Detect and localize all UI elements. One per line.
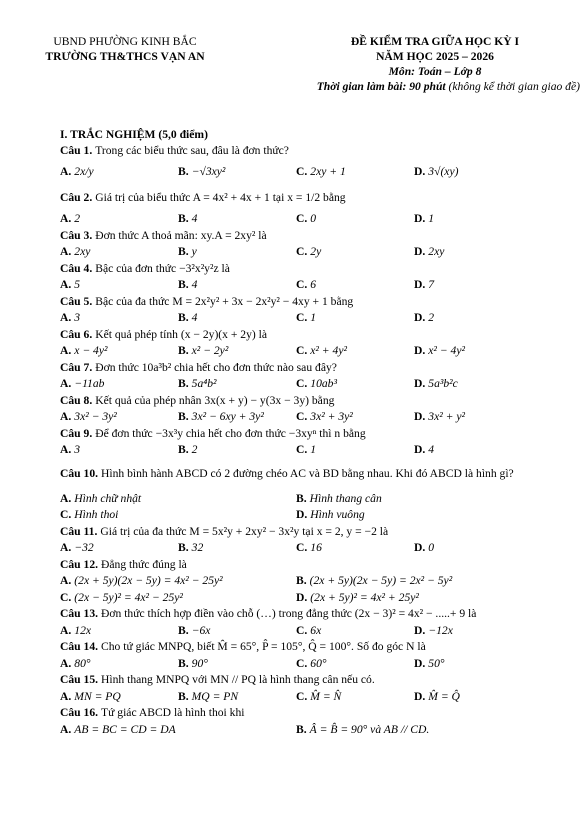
option-text: −6x [191, 623, 211, 637]
question-stem [60, 326, 575, 343]
option-letter: D. [414, 541, 426, 555]
answer-option[interactable] [60, 377, 178, 390]
question-stem [60, 639, 575, 656]
option-letter: A. [60, 722, 72, 736]
option-letter: B. [178, 377, 189, 391]
answer-option[interactable] [60, 492, 296, 505]
option-letter: A. [60, 491, 72, 505]
option-letter: D. [414, 443, 426, 457]
answer-option[interactable] [414, 443, 532, 456]
option-letter: B. [296, 574, 307, 588]
option-text: 4 [191, 278, 198, 292]
option-letter: A. [60, 574, 72, 588]
question-stem [60, 425, 575, 442]
option-letter: A. [60, 410, 72, 424]
question-stem [60, 606, 575, 623]
option-text: 6 [310, 278, 317, 292]
option-text: x² − 2y² [191, 344, 229, 358]
question-text: Đơn thức thích hợp điền vào chỗ (…) trong đẳng thức (2x − 3)² = 4x² − .....+ 9 là [101, 607, 477, 621]
question-stem [60, 556, 575, 573]
option-letter: C. [296, 443, 308, 457]
answer-options [60, 442, 575, 459]
question-number: Câu 2. [60, 191, 93, 204]
question-text: Giá trị của đa thức M = 5x²y + 2xy² − 3x²y tại x = 2, y = −2 là [100, 524, 389, 538]
option-text: −√3xy² [191, 165, 226, 178]
option-letter: C. [296, 311, 308, 325]
answer-option[interactable] [414, 410, 532, 423]
option-text: 2xy [74, 245, 91, 259]
option-text: Hình chữ nhật [74, 491, 142, 505]
answer-option[interactable] [60, 690, 178, 703]
answer-options [60, 507, 575, 524]
option-letter: B. [178, 689, 189, 703]
option-letter: A. [60, 165, 72, 178]
option-letter: C. [296, 410, 308, 424]
answer-option[interactable] [414, 377, 532, 390]
answer-option[interactable] [60, 278, 178, 291]
answer-option[interactable] [60, 410, 178, 423]
question-number: Câu 10. [60, 467, 99, 480]
subject: Môn: Toán – Lớp 8 [388, 65, 482, 78]
answer-option[interactable] [414, 541, 532, 554]
option-text: (2x + 5y)(2x − 5y) = 4x² − 25y² [74, 574, 223, 588]
option-text: 90° [191, 656, 208, 670]
question-number: Câu 9. [60, 426, 93, 440]
question-stem [60, 142, 575, 159]
answer-option[interactable] [178, 657, 296, 670]
option-text: 3 [74, 443, 81, 457]
option-text: MQ = PN [191, 689, 239, 703]
option-letter: A. [60, 245, 72, 259]
question-stem [60, 185, 575, 211]
option-letter: B. [178, 344, 189, 358]
option-text: AB = BC = CD = DA [74, 722, 176, 736]
option-letter: A. [60, 212, 72, 226]
answer-options [60, 589, 575, 606]
option-letter: D. [414, 623, 426, 637]
answer-options [60, 622, 575, 639]
option-letter: B. [296, 722, 307, 736]
option-text: x − 4y² [74, 344, 108, 358]
option-letter: D. [414, 656, 426, 670]
option-letter: C. [296, 212, 308, 226]
option-letter: B. [178, 165, 189, 178]
option-text: 4 [428, 443, 435, 457]
question-number: Câu 12. [60, 557, 99, 571]
answer-option[interactable] [60, 624, 178, 637]
option-letter: B. [178, 278, 189, 292]
option-letter: C. [60, 590, 72, 604]
answer-option[interactable] [60, 344, 178, 357]
option-text: 7 [428, 278, 435, 292]
answer-options [60, 688, 575, 705]
exam-title: ĐỀ KIỂM TRA GIỮA HỌC KỲ I [350, 35, 520, 48]
answer-option[interactable] [296, 377, 414, 390]
question-text: Hình bình hành ABCD có 2 đường chéo AC và BD bằng nhau. Khi đó ABCD là hình gì? [101, 467, 514, 480]
option-text: 3x² + y² [428, 410, 465, 424]
option-text: 0 [428, 541, 435, 555]
option-letter: B. [178, 245, 189, 259]
answer-options [60, 310, 575, 327]
answer-option[interactable] [60, 657, 178, 670]
answer-option[interactable] [60, 245, 178, 258]
option-text: 2x/y [74, 165, 94, 178]
option-text: Hình thang cân [309, 491, 382, 505]
option-text: Â = B̂ = 90° và AB // CD. [309, 722, 430, 736]
question-number: Câu 1. [60, 143, 93, 157]
answer-option[interactable] [178, 278, 296, 291]
answer-options [60, 490, 575, 507]
answer-options [60, 211, 575, 228]
option-letter: C. [296, 689, 308, 703]
question-number: Câu 8. [60, 393, 93, 407]
question-stem [60, 227, 575, 244]
option-letter: B. [178, 623, 189, 637]
answer-options [60, 343, 575, 360]
answer-option[interactable] [60, 165, 178, 178]
option-text: (2x + 5y)(2x − 5y) = 2x² − 5y² [309, 574, 453, 588]
option-letter: D. [296, 508, 308, 522]
option-letter: D. [296, 590, 308, 604]
option-letter: B. [178, 656, 189, 670]
option-text: x² + 4y² [310, 344, 347, 358]
option-text: 3 [74, 311, 81, 325]
answer-option[interactable] [60, 591, 296, 604]
answer-option[interactable] [296, 541, 414, 554]
answer-option[interactable] [414, 624, 532, 637]
option-text: 32 [191, 541, 204, 555]
answer-option[interactable] [296, 212, 414, 225]
question-stem [60, 672, 575, 689]
question-text: Kết quả của phép nhân 3x(x + y) − y(3x − 3y) bằng [95, 393, 335, 407]
question-stem [60, 705, 575, 722]
question-text: Đơn thức 10a³b² chia hết cho đơn thức nào sau đây? [95, 360, 337, 374]
option-text: y [191, 245, 197, 259]
answer-option[interactable] [178, 624, 296, 637]
answer-options [60, 244, 575, 261]
answer-option[interactable] [178, 690, 296, 703]
answer-option[interactable] [414, 657, 532, 670]
option-text: 60° [310, 656, 327, 670]
question-stem [60, 293, 575, 310]
answer-option[interactable] [296, 278, 414, 291]
answer-option[interactable] [296, 591, 532, 604]
answer-option[interactable] [296, 492, 532, 505]
option-text: (2x + 5y)² = 4x² + 25y² [310, 590, 419, 604]
option-text: 3√(xy) [428, 165, 459, 178]
option-letter: B. [296, 491, 307, 505]
question-number: Câu 15. [60, 673, 99, 687]
option-text: 5 [74, 278, 81, 292]
answer-options [60, 376, 575, 393]
question-list [60, 142, 575, 738]
question-text: Để đơn thức −3x³y chia hết cho đơn thức −3xyⁿ thì n bằng [95, 426, 366, 440]
option-text: 2y [310, 245, 322, 259]
option-text: 2 [191, 443, 198, 457]
answer-option[interactable] [178, 165, 296, 178]
option-text: 6x [310, 623, 322, 637]
answer-option[interactable] [296, 165, 414, 178]
option-text: 2 [428, 311, 435, 325]
answer-options [60, 573, 575, 590]
question-stem [60, 458, 575, 490]
option-text: MN = PQ [74, 689, 121, 703]
question-text: Hình thang MNPQ với MN // PQ là hình thang cân nếu có. [101, 673, 375, 687]
answer-option[interactable] [178, 377, 296, 390]
school-year: NĂM HỌC 2025 – 2026 [376, 50, 494, 63]
option-letter: C. [60, 508, 72, 522]
option-text: −12x [428, 623, 453, 637]
school-name: TRƯỜNG TH&THCS VẠN AN [45, 50, 205, 63]
answer-option[interactable] [296, 344, 414, 357]
option-letter: C. [296, 245, 308, 259]
answer-option[interactable] [296, 657, 414, 670]
option-text: 4 [191, 311, 198, 325]
option-letter: A. [60, 443, 72, 457]
question-stem [60, 523, 575, 540]
answer-option[interactable] [178, 245, 296, 258]
answer-option[interactable] [296, 245, 414, 258]
question-number: Câu 7. [60, 360, 93, 374]
answer-option[interactable] [296, 311, 414, 324]
question-number: Câu 16. [60, 706, 99, 720]
option-letter: A. [60, 377, 72, 391]
option-text: 50° [428, 656, 445, 670]
option-letter: B. [178, 311, 189, 325]
answer-options [60, 721, 575, 738]
exam-header [0, 34, 585, 94]
option-letter: A. [60, 278, 72, 292]
option-text: 5a³b²c [428, 377, 458, 391]
option-letter: B. [178, 212, 189, 226]
option-letter: B. [178, 410, 189, 424]
option-text: M̂ = Q̂ [428, 689, 460, 703]
answer-option[interactable] [296, 508, 532, 521]
question-text: Giá trị của biểu thức A = 4x² + 4x + 1 tại x = 1/2 bằng [95, 191, 346, 204]
option-letter: B. [178, 541, 189, 555]
time-limit: Thời gian làm bài: 90 phút (không kể thời gian giao đề) [316, 80, 580, 93]
question-number: Câu 6. [60, 327, 93, 341]
option-text: 0 [310, 212, 317, 226]
answer-option[interactable] [296, 443, 414, 456]
question-number: Câu 3. [60, 228, 93, 242]
question-number: Câu 4. [60, 261, 93, 275]
answer-options [60, 409, 575, 426]
option-letter: D. [414, 245, 426, 259]
option-text: 1 [428, 212, 435, 226]
question-text: Tứ giác ABCD là hình thoi khi [101, 706, 245, 720]
option-letter: C. [296, 623, 308, 637]
answer-options [60, 159, 575, 185]
question-text: Bậc của đơn thức −3²x²y²z là [95, 261, 230, 275]
section-title: I. TRẮC NGHIỆM (5,0 điểm) [60, 127, 208, 141]
option-text: 4 [191, 212, 198, 226]
option-letter: B. [178, 443, 189, 457]
option-text: Hình vuông [310, 508, 365, 522]
option-letter: C. [296, 344, 308, 358]
option-letter: C. [296, 165, 308, 178]
option-letter: A. [60, 623, 72, 637]
option-text: −11ab [74, 377, 105, 391]
option-letter: D. [414, 377, 426, 391]
option-text: x² − 4y² [428, 344, 465, 358]
option-text: −32 [74, 541, 94, 555]
answer-option[interactable] [60, 574, 296, 587]
answer-option[interactable] [60, 541, 178, 554]
option-text: (2x − 5y)² = 4x² − 25y² [74, 590, 183, 604]
answer-option[interactable] [60, 212, 178, 225]
question-text: Đơn thức A thoả mãn: xy.A = 2xy² là [95, 228, 267, 242]
question-number: Câu 13. [60, 607, 99, 621]
question-stem [60, 260, 575, 277]
option-text: M̂ = N̂ [310, 689, 342, 703]
option-letter: C. [296, 278, 308, 292]
option-text: 16 [310, 541, 322, 555]
ward-name: UBND PHƯỜNG KINH BẮC [53, 35, 197, 48]
option-letter: A. [60, 311, 72, 325]
answer-option[interactable] [60, 443, 178, 456]
option-text: 1 [310, 311, 317, 325]
answer-option[interactable] [60, 508, 296, 521]
answer-option[interactable] [296, 410, 414, 423]
question-number: Câu 11. [60, 524, 98, 538]
option-letter: A. [60, 656, 72, 670]
question-text: Trong các biểu thức sau, đâu là đơn thức? [95, 143, 289, 157]
answer-option[interactable] [296, 723, 532, 736]
option-text: 2 [74, 212, 81, 226]
question-text: Đẳng thức đúng là [101, 557, 187, 571]
option-letter: D. [414, 410, 426, 424]
answer-option[interactable] [178, 410, 296, 423]
answer-option[interactable] [60, 723, 296, 736]
option-text: 2xy [428, 245, 445, 259]
option-letter: C. [296, 541, 308, 555]
answer-option[interactable] [178, 311, 296, 324]
option-letter: A. [60, 689, 72, 703]
question-text: Bậc của đa thức M = 2x²y² + 3x − 2x²y² − 4xy + 1 bằng [95, 294, 354, 308]
answer-option[interactable] [414, 245, 532, 258]
option-text: 3x² − 6xy + 3y² [191, 410, 264, 424]
option-text: 5a⁴b² [191, 377, 217, 391]
option-letter: C. [296, 656, 308, 670]
question-stem [60, 359, 575, 376]
option-text: 1 [310, 443, 317, 457]
option-letter: D. [414, 278, 426, 292]
answer-option[interactable] [296, 624, 414, 637]
answer-option[interactable] [414, 278, 532, 291]
question-text: Cho tứ giác MNPQ, biết M̂ = 65°, P̂ = 105°, Q̂ = 100°. Số đo góc N là [101, 640, 426, 654]
option-text: 3x² + 3y² [310, 410, 353, 424]
option-letter: D. [414, 165, 426, 178]
answer-option[interactable] [414, 311, 532, 324]
option-text: 3x² − 3y² [74, 410, 117, 424]
answer-option[interactable] [178, 443, 296, 456]
option-text: Hình thoi [74, 508, 119, 522]
option-text: 2xy + 1 [310, 165, 346, 178]
answer-option[interactable] [178, 212, 296, 225]
option-letter: D. [414, 212, 426, 226]
answer-option[interactable] [296, 690, 414, 703]
answer-option[interactable] [60, 311, 178, 324]
answer-options [60, 540, 575, 557]
option-letter: C. [296, 377, 308, 391]
answer-options [60, 655, 575, 672]
option-letter: A. [60, 541, 72, 555]
option-letter: D. [414, 344, 426, 358]
answer-option[interactable] [414, 165, 532, 178]
question-text: Kết quả phép tính (x − 2y)(x + 2y) là [95, 327, 268, 341]
option-text: 12x [74, 623, 92, 637]
answer-option[interactable] [296, 574, 532, 587]
answer-option[interactable] [414, 690, 532, 703]
answer-option[interactable] [178, 541, 296, 554]
option-letter: D. [414, 311, 426, 325]
answer-options [60, 277, 575, 294]
exam-body [60, 126, 575, 738]
answer-option[interactable] [178, 344, 296, 357]
answer-option[interactable] [414, 344, 532, 357]
question-number: Câu 14. [60, 640, 99, 654]
question-number: Câu 5. [60, 294, 93, 308]
option-letter: D. [414, 689, 426, 703]
question-stem [60, 392, 575, 409]
answer-option[interactable] [414, 212, 532, 225]
option-letter: A. [60, 344, 72, 358]
option-text: 10ab³ [310, 377, 337, 391]
option-text: 80° [74, 656, 91, 670]
